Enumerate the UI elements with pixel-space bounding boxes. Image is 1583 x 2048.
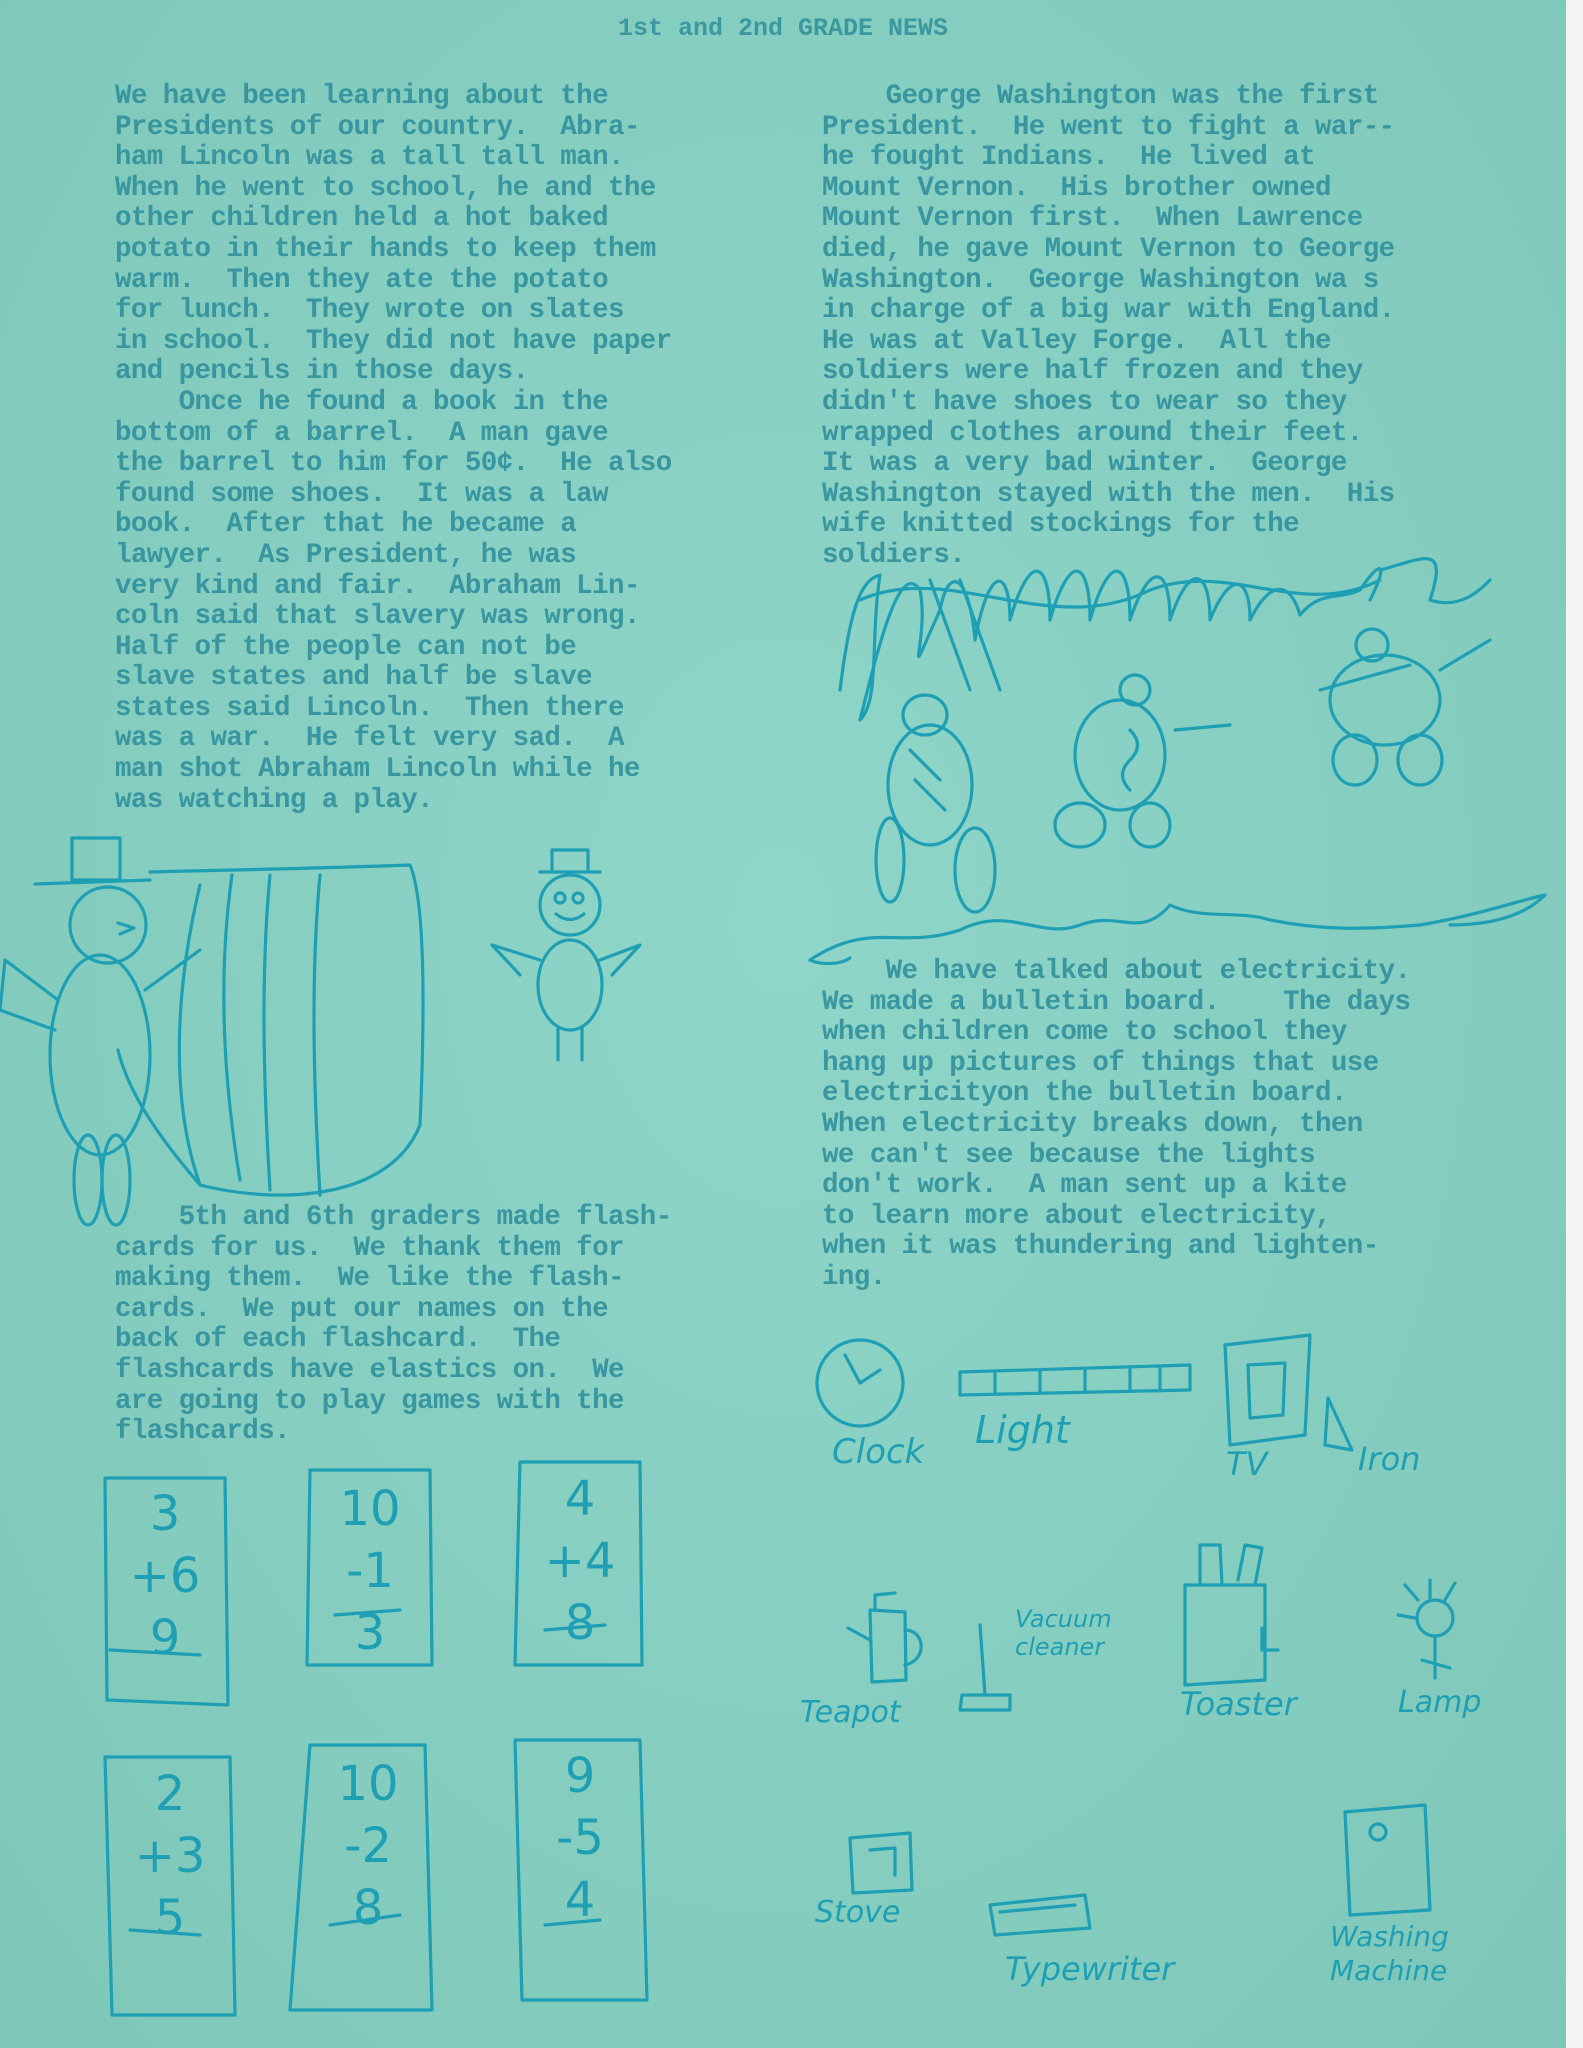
flashcards-article: 5th and 6th graders made flash- cards for us. We thank them for making them. We like the flash- cards. We put our names on the back of each flashcard. The flashcards have elastics on. We are going to play games with the flashcards.	[115, 1202, 672, 1448]
lincoln-drawing	[0, 838, 423, 1225]
flashcard-3-ans: 8	[564, 1595, 596, 1651]
tv-label: TV	[1226, 1445, 1268, 1483]
flashcard-4-ans: 5	[154, 1890, 186, 1946]
typewriter-label: Typewriter	[1005, 1950, 1175, 1988]
flashcard-4-op: +3	[134, 1828, 206, 1884]
flashcard-1-op: +6	[129, 1548, 201, 1604]
flashcard-6-top: 9	[564, 1748, 596, 1804]
clock-label: Clock	[832, 1432, 925, 1472]
stove-label: Stove	[815, 1895, 901, 1930]
washing-machine-label: Washing Machine	[1330, 1920, 1449, 1987]
flashcard-6-ans: 4	[564, 1872, 596, 1928]
flashcard-5-ans: 8	[352, 1880, 384, 1936]
lincoln-article: We have been learning about the Presidents of our country. Abra- ham Lincoln was a tall tall man. When he went to school, he and the other children held a hot baked potato in their hands to keep them warm. Then they ate the potato for lunch. They wrote on slates in school. They did not have paper and pencils in those days. Once he found a book in the bottom of a barrel. A man gave the barrel to him for 50¢. He also found some shoes. It was a law book. After that he became a lawyer. As President, he was very kind and fair. Abraham Lin- coln said that slavery was wrong. Half of the people can not be slave states and half be slave states said Lincoln. Then there was a war. He felt very sad. A man shot Abraham Lincoln while he was watching a play.	[115, 81, 672, 816]
flashcard-3-op: +4	[544, 1533, 616, 1589]
flashcard-5-top: 10	[337, 1756, 399, 1812]
small-figure-drawing	[492, 850, 640, 1060]
flashcard-5-op: -2	[344, 1818, 392, 1874]
flashcard-1-top: 3	[149, 1486, 181, 1542]
washington-article: George Washington was the first President. He went to fight a war-- he fought Indians. He lived at Mount Vernon. His brother owned Mount Vernon first. When Lawrence died, he gave Mount Vernon to George Washington. George Washington wa s in charge of a big war with England. He was at Valley Forge. All the soldiers were half frozen and they didn't have shoes to wear so they wrapped clothes around their feet. It was a very bad winter. George Washington stayed with the men. His wife knitted stockings for the soldiers.	[822, 81, 1395, 571]
lamp-label: Lamp	[1398, 1685, 1482, 1720]
iron-label: Iron	[1358, 1440, 1421, 1478]
flashcard-2-ans: 3	[354, 1605, 386, 1661]
flashcard-4-top: 2	[154, 1766, 186, 1822]
flashcard-2-top: 10	[339, 1481, 401, 1537]
light-label: Light	[975, 1408, 1070, 1452]
page-edge	[1566, 0, 1583, 2048]
flashcard-3-top: 4	[564, 1471, 596, 1527]
teapot-label: Teapot	[800, 1695, 901, 1730]
appliance-drawings	[817, 1335, 1455, 1935]
vacuum-label: Vacuum cleaner	[1015, 1605, 1112, 1661]
toaster-label: Toaster	[1180, 1685, 1297, 1723]
electricity-article: We have talked about electricity. We made a bulletin board. The days when children come to school they hang up pictures of things that use electricityon the bulletin board. When electricity breaks down, then we can't see because the lights don't work. A man sent up a kite to learn more about electricity, when it was thundering and lighten- ing.	[822, 956, 1411, 1293]
valley-forge-drawing	[810, 559, 1545, 964]
flashcard-2-op: -1	[346, 1543, 394, 1599]
flashcard-6-op: -5	[556, 1810, 604, 1866]
page-title: 1st and 2nd GRADE NEWS	[617, 14, 949, 43]
flashcard-1-ans: 9	[149, 1610, 181, 1666]
